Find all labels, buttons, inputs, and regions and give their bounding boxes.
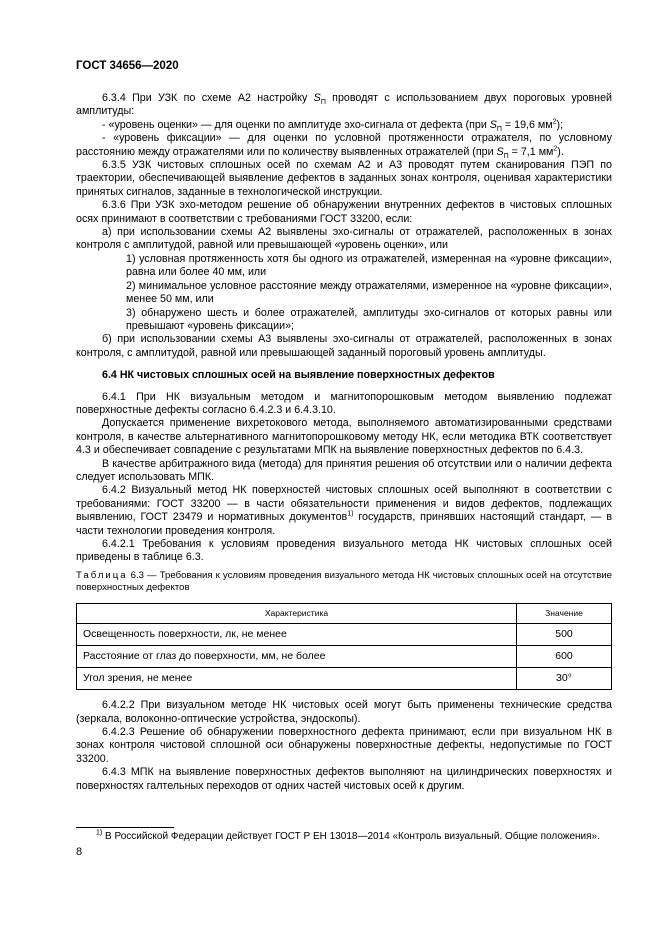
paragraph-6-4-2-2: 6.4.2.2 При визуальном методе НК чистовых осей могут быть применены технические средства (зеркала, волоконно-оптические устройства, эндоскопы). <box>76 699 612 725</box>
cell-value: 500 <box>517 624 612 646</box>
cell-characteristic: Угол зрения, не менее <box>77 668 517 690</box>
paragraph-6-3-6-b: б) при использовании схемы А3 выявлены эхо-сигналы от отражателей, расположенных в зонах контроля, с амплитудой, равной или превышающей заданный пороговый уровень амплитуды. <box>76 333 612 359</box>
paragraph-6-4-3: 6.4.3 МПК на выявление поверхностных дефектов выполняют на цилиндрических поверхностях и поверхностях галтельных переходов от одних частей чистовых осей к другим. <box>76 766 612 792</box>
section-heading-6-4: 6.4 НК чистовых сплошных осей на выявление поверхностных дефектов <box>102 369 495 382</box>
paragraph-6-3-6: 6.3.6 При УЗК эхо-методом решение об обнаружении внутренних дефектов в чистовых сплошных осях принимают в соответствии с требованиями ГОСТ 33200, если: <box>76 199 612 225</box>
table-caption: Таблица 6.3 — Требования к условиям проведения визуального метода НК чистовых сплошных осей на отсутствие поверхностных дефектов <box>76 569 612 593</box>
paragraph-6-4-2-1: 6.4.2.1 Требования к условиям проведения визуального метода НК чистовых сплошных осей приведены в таблице 6.3. <box>76 538 612 564</box>
paragraph-6-3-6-a-1: 1) условная протяженность хотя бы одного из отражателей, измеренная на «уровне фиксации», равна или более 40 мм, или <box>126 252 612 279</box>
cell-value: 30° <box>517 668 612 690</box>
paragraph-6-3-4: 6.3.4 При УЗК по схеме А2 настройку $S_П$ проводят с использованием двух пороговых уровней амплитуды: <box>76 92 612 118</box>
table-row <box>77 646 612 668</box>
paragraph-6-3-6-a-3: 3) обнаружено шесть и более отражателей, амплитуды эхо-сигналов от которых равны или превышают «уровень фиксации»; <box>126 306 612 332</box>
paragraph-6-4-2: 6.4.2 Визуальный метод НК поверхностей чистовых сплошных осей выполняют в соответствии с требованиями: ГОСТ 33200 — в части обязательности применения и видов дефектов, подлежащих выявлению, ГОСТ 23479 и нормативных документов$^{1)}$ государств, принявших настоящий стандарт, — в части технологии проведения контроля. <box>76 484 613 537</box>
list-item-evaluation-level: - «уровень оценки» — для оценки по амплитуде эхо-сигнала от дефекта (при $S_П = 19,6$ $мм^2$); <box>102 118 564 133</box>
table-header-row <box>77 603 612 623</box>
header-value: Значение <box>517 603 612 623</box>
page-content <box>76 92 612 793</box>
paragraph-6-4-1-eddy-current: Допускается применение вихретокового метода, выполняемого автоматизированными средствами контроля, в качестве альтернативного магнитопорошковому методу НК, если методика ВТК соответствует 4.3 и обеспечивает совпадение с результатами МПК на выявление поверхностных дефектов по 6.4.3. <box>76 417 612 457</box>
paragraph-6-4-2-3: 6.4.2.3 Решение об обнаружении поверхностного дефекта принимают, если при визуальном НК в зонах контроля чистовой сплошной оси обнаружены поверхностные дефекты, недопустимые по ГОСТ 33200. <box>76 726 612 765</box>
paragraph-6-4-1: 6.4.1 При НК визуальным методом и магнитопорошковым методом выявлению подлежат поверхностные дефекты согласно 6.4.2.3 и 6.4.3.10. <box>76 390 612 416</box>
table-row <box>77 624 612 646</box>
paragraph-6-4-1-arbitration: В качестве арбитражного вида (метода) для принятия решения об отсутствии или о наличии дефекта следует использовать МПК. <box>76 457 612 483</box>
list-item-fixation-level: - «уровень фиксации» — для оценки по условной протяженности отражателя, по условному расстоянию между отражателями или по количеству выявленных отражателей (при $S_П = 7,1$ $мм^2$). <box>76 132 612 160</box>
document-header: ГОСТ 34656—2020 <box>76 60 179 72</box>
table-row <box>77 668 612 690</box>
header-characteristic: Характеристика <box>77 603 517 623</box>
footnote: $^{1)}$ В Российской Федерации действует ГОСТ Р ЕН 13018—2014 «Контроль визуальный. Общие положения». <box>96 829 600 842</box>
cell-characteristic: Расстояние от глаз до поверхности, мм, не более <box>77 646 517 668</box>
requirements-table <box>76 603 612 690</box>
cell-value: 600 <box>517 646 612 668</box>
paragraph-6-3-6-a-2: 2) минимальное условное расстояние между отражателями, измеренное на «уровне фиксации», менее 50 мм, или <box>126 279 612 306</box>
paragraph-6-3-6-a: а) при использовании схемы А2 выявлены эхо-сигналы от отражателей, расположенных в зонах контроля с амплитудой, равной или превышающей «уровень оценки», или <box>76 226 612 252</box>
footnote-divider <box>76 827 174 828</box>
page-number: 8 <box>76 846 83 858</box>
paragraph-6-3-5: 6.3.5 УЗК чистовых сплошных осей по схемам А2 и А3 проводят путем сканирования ПЭП по траектории, обеспечивающей выявление дефектов в заданных зонах контроля, оценивая характеристики принятых сигналов, заданные в технологической инструкции. <box>76 159 612 198</box>
cell-characteristic: Освещенность поверхности, лк, не менее <box>77 624 517 646</box>
